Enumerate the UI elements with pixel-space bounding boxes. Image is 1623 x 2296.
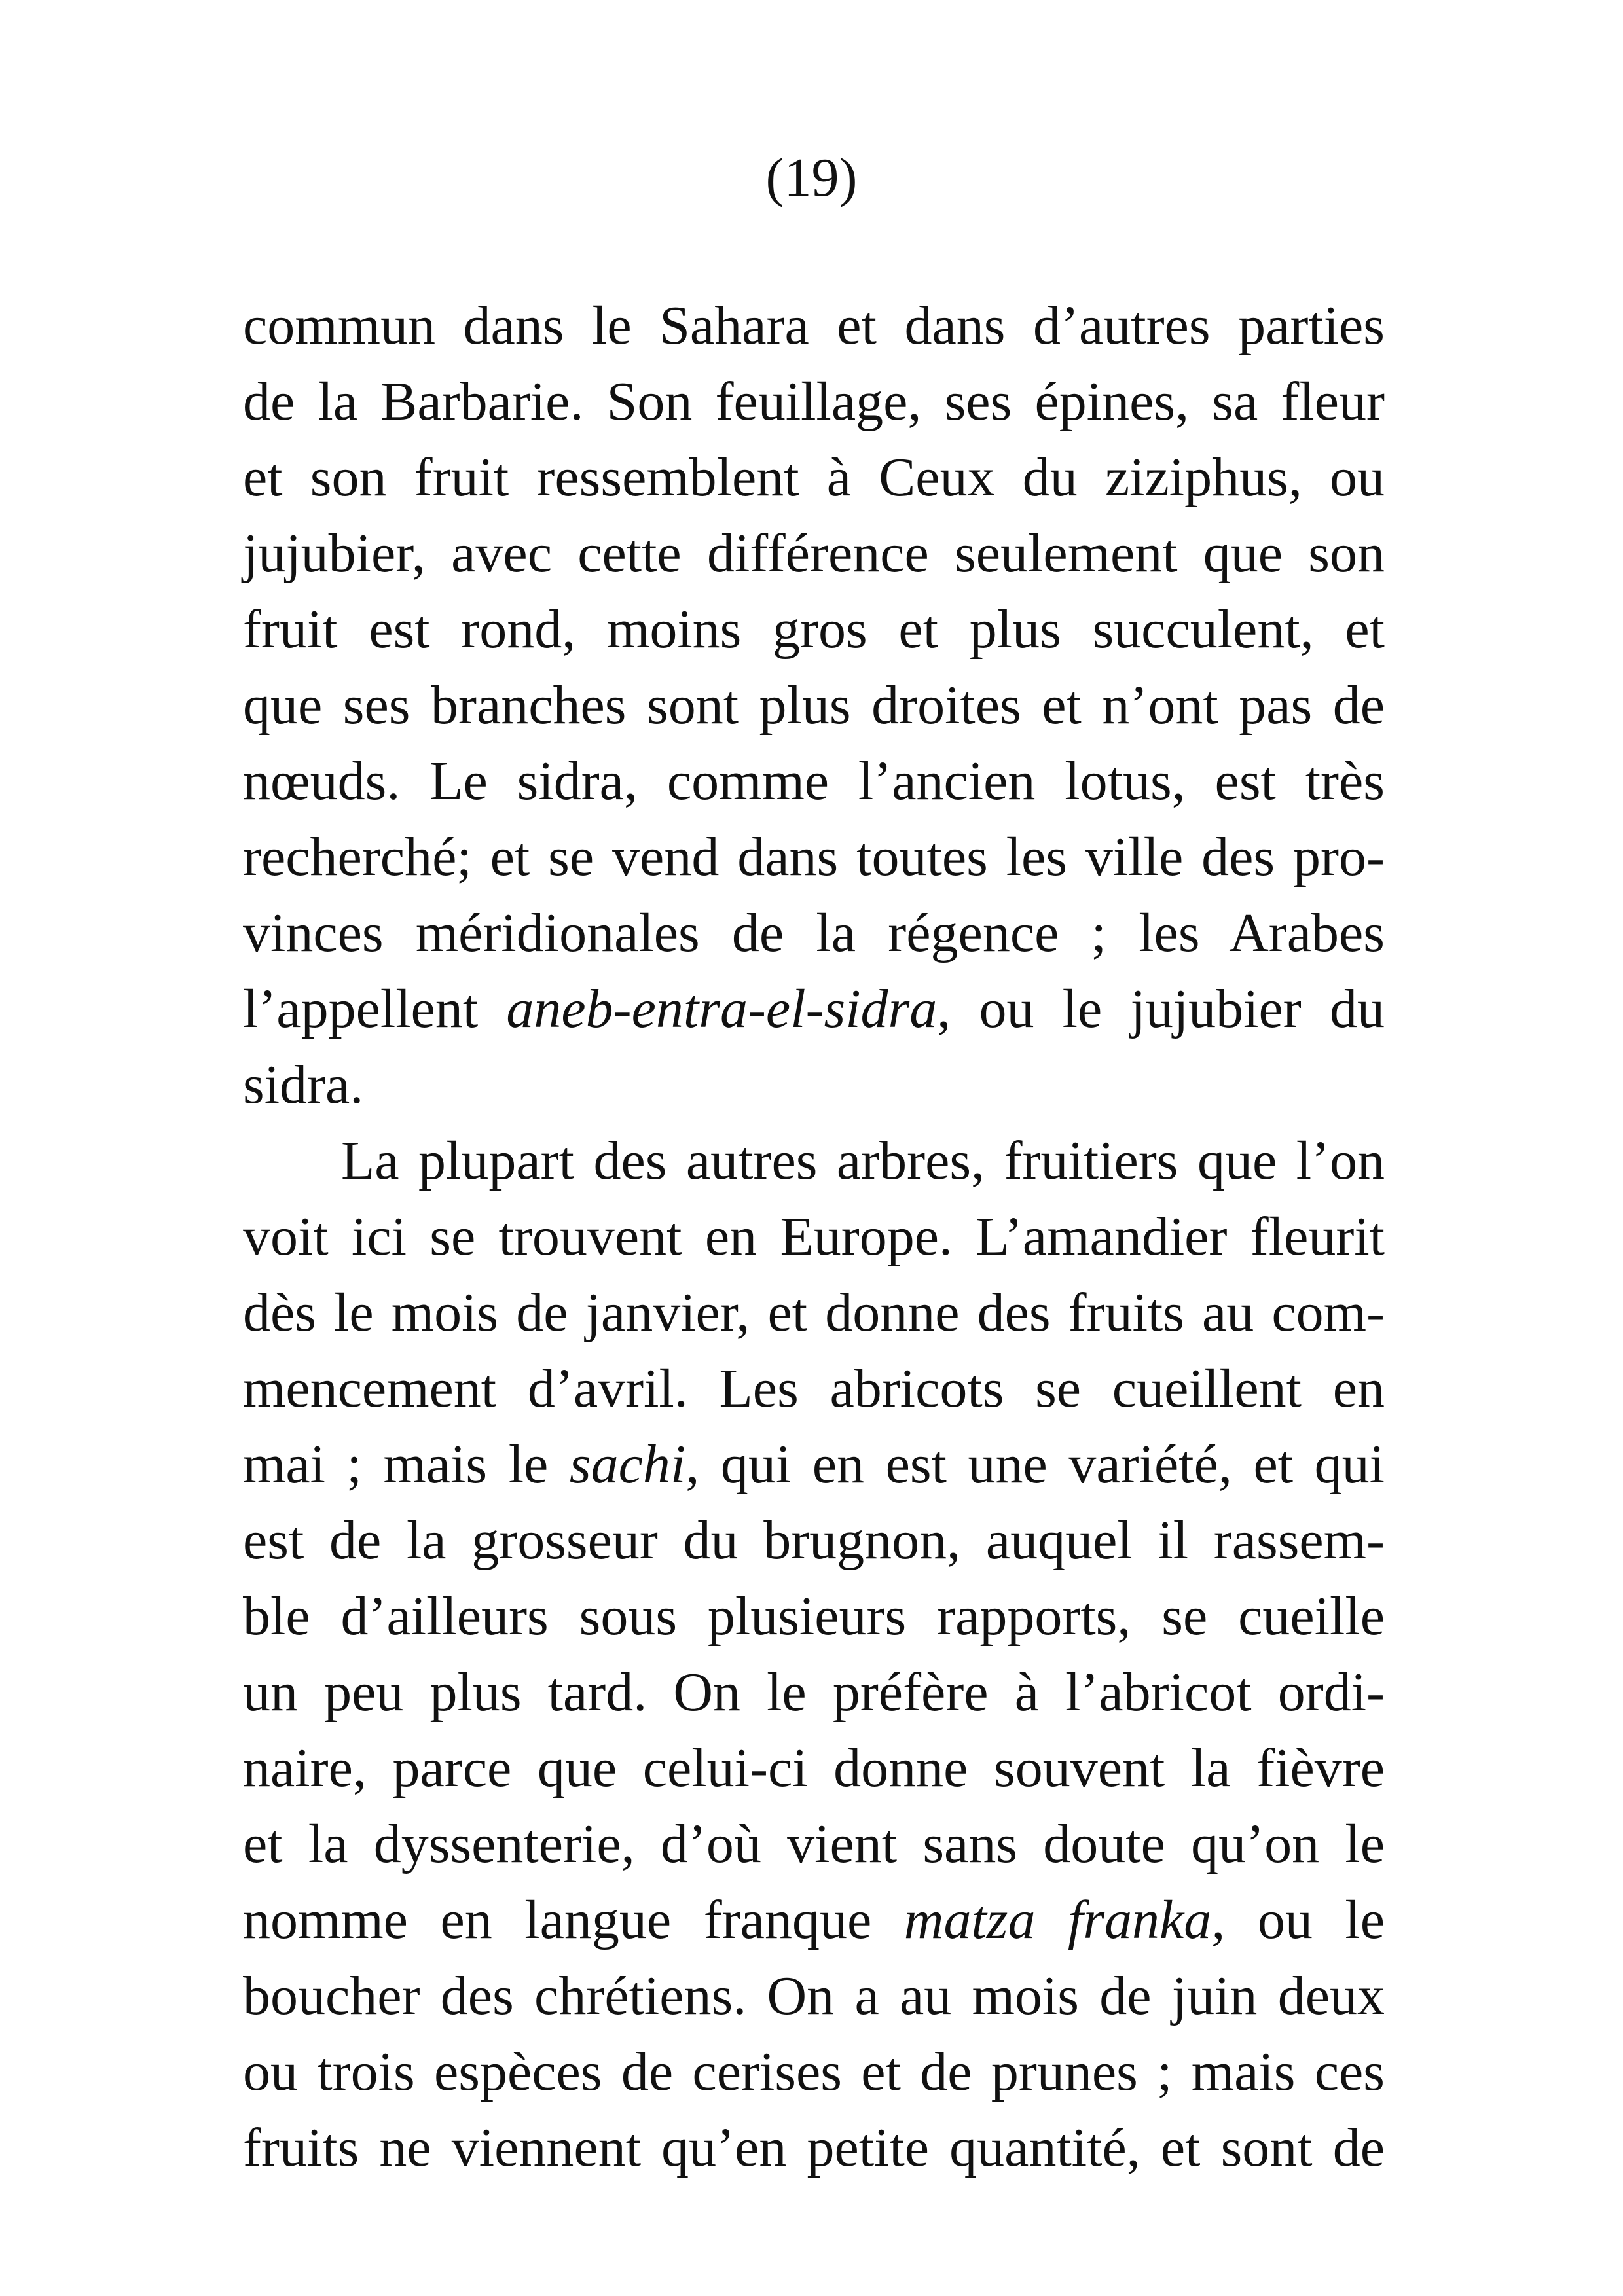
text-line: boucher des chrétiens. On a au mois de juin deux bbox=[243, 1965, 1385, 2026]
paragraph-start-line: La plupart des autres arbres, fruitiers que l’on bbox=[341, 1130, 1385, 1191]
text-line: et la dyssenterie, d’où vient sans doute qu’on le bbox=[243, 1814, 1385, 1874]
text-line: de la Barbarie. Son feuillage, ses épines, sa fleur bbox=[243, 371, 1385, 432]
italic-term: matza franka, bbox=[903, 1890, 1226, 1950]
text-line: mencement d’avril. Les abricots se cueillent en bbox=[243, 1358, 1385, 1419]
text-line: fruits ne viennent qu’en petite quantité, et sont de bbox=[243, 2117, 1385, 2178]
italic-term: sachi bbox=[569, 1434, 686, 1495]
text-line: fruit est rond, moins gros et plus succulent, et bbox=[243, 599, 1385, 660]
text-line: vinces méridionales de la régence ; les Arabes bbox=[243, 903, 1385, 963]
text-line: dès le mois de janvier, et donne des fruits au com- bbox=[243, 1282, 1385, 1343]
text-line: mai ; mais le sachi, qui en est une variété, et qui bbox=[243, 1434, 1385, 1495]
text-line: voit ici se trouvent en Europe. L’amandier fleurit bbox=[243, 1206, 1385, 1267]
paragraph-end-line: sidra. bbox=[243, 1054, 364, 1115]
text-line: un peu plus tard. On le préfère à l’abricot ordi- bbox=[243, 1662, 1385, 1723]
page-number: (19) bbox=[765, 147, 858, 208]
text-line: recherché; et se vend dans toutes les ville des pro- bbox=[243, 827, 1385, 888]
text-line: l’appellent aneb-entra-el-sidra, ou le jujubier du bbox=[243, 978, 1385, 1039]
italic-term: aneb-entra-el-sidra bbox=[506, 978, 938, 1039]
text-line: commun dans le Sahara et dans d’autres parties bbox=[243, 295, 1385, 356]
text-line: naire, parce que celui-ci donne souvent la fièvre bbox=[243, 1738, 1385, 1799]
text-line: nomme en langue franque matza franka, ou le bbox=[243, 1890, 1385, 1950]
text-line: que ses branches sont plus droites et n’ont pas de bbox=[243, 675, 1385, 736]
body-text bbox=[243, 288, 1385, 2186]
text-line: ou trois espèces de cerises et de prunes ; mais ces bbox=[243, 2041, 1385, 2102]
text-line: nœuds. Le sidra, comme l’ancien lotus, est très bbox=[243, 751, 1385, 812]
text-line: ble d’ailleurs sous plusieurs rapports, se cueille bbox=[243, 1586, 1385, 1647]
text-line: jujubier, avec cette différence seulement que son bbox=[243, 523, 1385, 584]
text-line: et son fruit ressemblent à Ceux du ziziphus, ou bbox=[243, 447, 1385, 508]
text-line: est de la grosseur du brugnon, auquel il rassem- bbox=[243, 1510, 1385, 1571]
